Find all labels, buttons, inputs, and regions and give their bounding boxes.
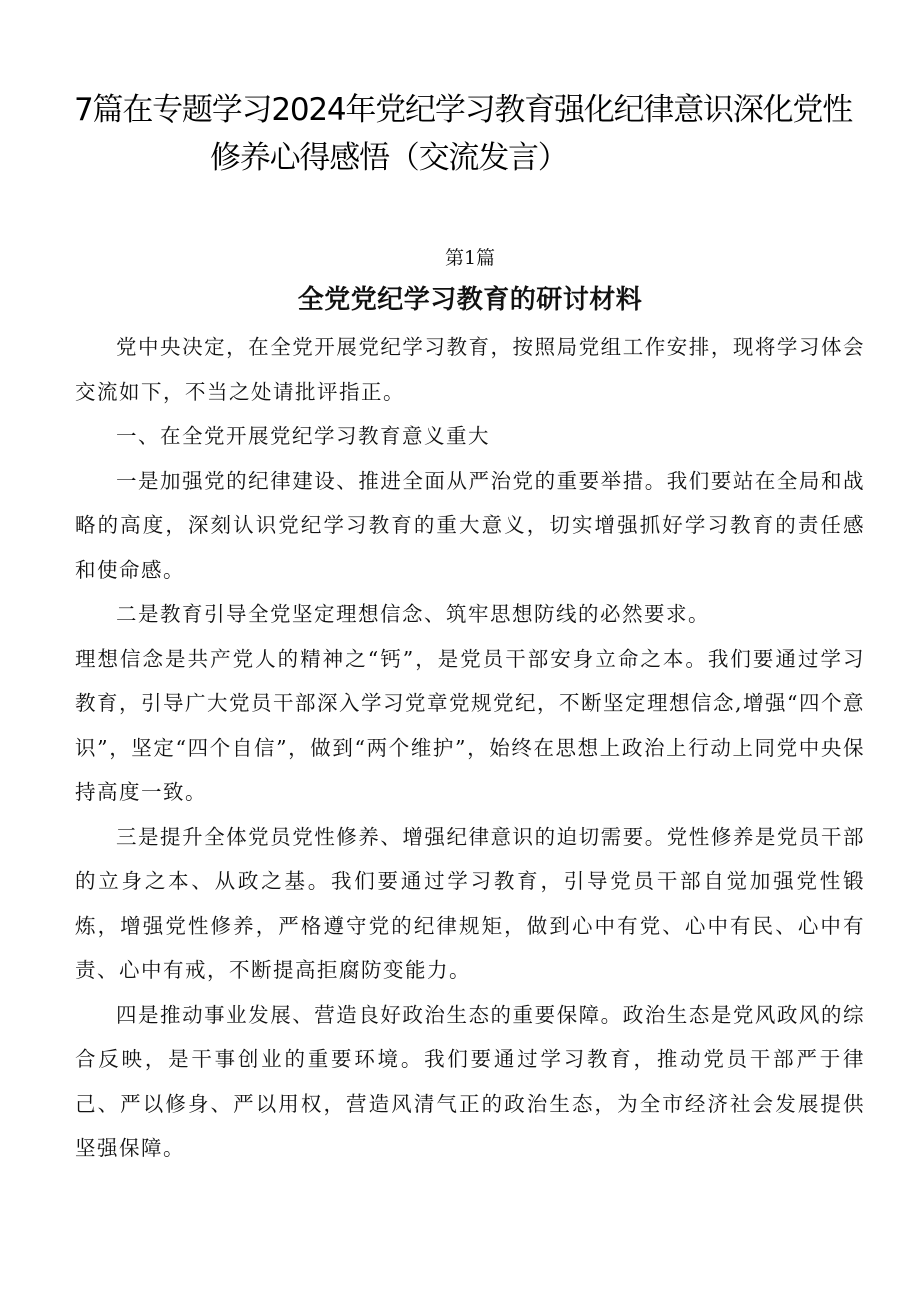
document-title: [74, 86, 874, 182]
chapter-label: 第1篇: [444, 247, 496, 269]
paragraph-point-two: 二是教育引导全党坚定理想信念、筑牢思想防线的必然要求。: [116, 602, 710, 626]
document-body: [75, 325, 865, 1171]
document-title-line-1: 7篇在专题学习2024年党纪学习教育强化纪律意识深化党性: [74, 92, 853, 128]
paragraph-point-four: 四是推动事业发展、营造良好政治生态的重要保障。政治生态是党风政风的综合反映，是干事创业的重要环境。我们要通过学习教育，推动党员干部严于律己、严以修身、严以用权，营造风清气正的政治生态，为全市经济社会发展提供坚强保障。: [75, 1002, 865, 1160]
paragraph-point-three: 三是提升全体党员党性修养、增强纪律意识的迫切需要。党性修养是党员干部的立身之本、从政之基。我们要通过学习教育，引导党员干部自觉加强党性锻炼，增强党性修养，严格遵守党的纪律规矩，做到心中有党、心中有民、心中有责、心中有戒，不断提高拒腐防变能力。: [75, 824, 865, 982]
paragraph-ideals: 理想信念是共产党人的精神之“钙”，是党员干部安身立命之本。我们要通过学习教育，引导广大党员干部深入学习党章党规党纪，不断坚定理想信念,增强“四个意识”，坚定“四个自信”，做到“两个维护”，始终在思想上政治上行动上同党中央保持高度一致。: [75, 646, 865, 804]
section-title: 全党党纪学习教育的研讨材料: [297, 285, 643, 315]
paragraph-intro: 党中央决定，在全党开展党纪学习教育，按照局党组工作安排，现将学习体会交流如下，不当之处请批评指正。: [75, 335, 865, 404]
document-title-line-2: 修养心得感悟（交流发言）: [210, 140, 568, 176]
heading-significance: 一、在全党开展党纪学习教育意义重大: [116, 424, 490, 448]
paragraph-point-one: 一是加强党的纪律建设、推进全面从严治党的重要举措。我们要站在全局和战略的高度，深刻认识党纪学习教育的重大意义，切实增强抓好学习教育的责任感和使命感。: [75, 468, 865, 582]
